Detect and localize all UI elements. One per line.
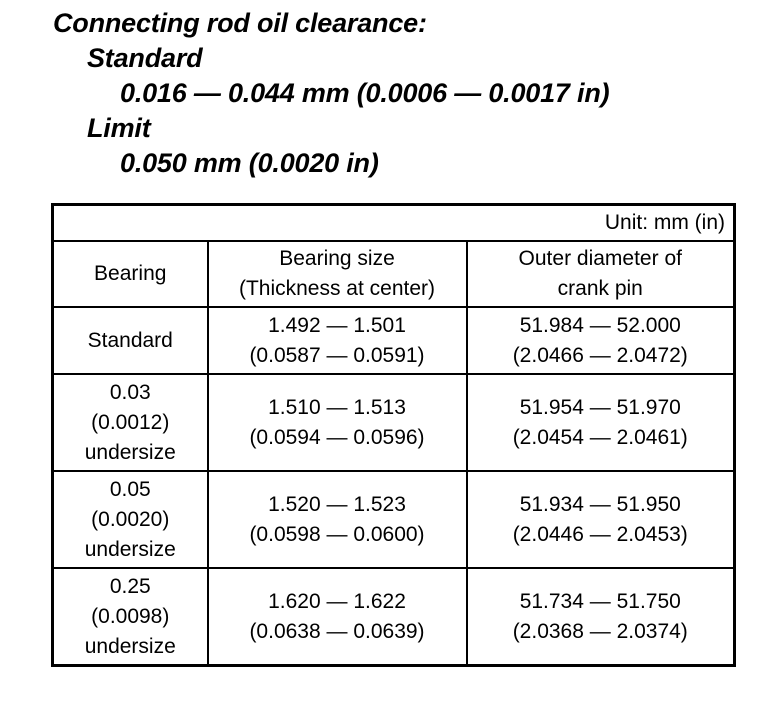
bearing-text: undersize [84,537,176,561]
size-in: (0.0587 — 0.0591) [249,343,425,367]
header-size-line1: Bearing size [279,247,395,270]
header-size-line2: (Thickness at center) [238,277,436,300]
spec-title: Connecting rod oil clearance: [53,8,427,38]
bearing-text: 0.05 [109,477,151,501]
pin-in: (2.0466 — 2.0472) [512,343,688,367]
bearing-text: 0.03 [109,380,151,404]
unit-label: Unit: mm (in) [53,205,735,242]
size-mm: 1.520 — 1.523 [268,492,406,516]
pin-in: (2.0446 — 2.0453) [512,522,688,546]
bearing-cell [53,471,208,568]
pin-in: (2.0368 — 2.0374) [512,619,688,643]
bearing-text: (0.0020) [91,507,170,531]
bearing-text: 0.25 [109,574,151,598]
size-mm: 1.620 — 1.622 [268,589,406,613]
size-cell [208,307,467,374]
table-row [53,568,735,666]
bearing-cell [53,307,208,374]
pin-mm: 51.934 — 51.950 [519,492,681,516]
pin-cell [467,307,735,374]
header-bearing-size [208,241,467,307]
bearing-text: undersize [84,440,176,464]
pin-mm: 51.734 — 51.750 [519,589,681,613]
size-in: (0.0638 — 0.0639) [249,619,425,643]
pin-cell [467,568,735,666]
size-in: (0.0598 — 0.0600) [249,522,425,546]
bearing-size-table [51,203,736,667]
pin-mm: 51.954 — 51.970 [519,395,681,419]
bearing-text: undersize [84,634,176,658]
header-crank-pin [467,241,735,307]
bearing-text: (0.0012) [91,410,170,434]
pin-cell [467,374,735,471]
unit-row [53,205,735,242]
size-cell [208,471,467,568]
header-pin-line2: crank pin [557,277,643,300]
header-bearing-text: Bearing [94,262,167,285]
header-row [53,241,735,307]
size-in: (0.0594 — 0.0596) [249,425,425,449]
bearing-cell [53,568,208,666]
standard-value: 0.016 — 0.044 mm (0.0006 — 0.0017 in) [120,78,610,108]
limit-label: Limit [87,113,151,143]
pin-mm: 51.984 — 52.000 [519,313,681,337]
header-pin-line1: Outer diameter of [518,247,682,270]
limit-value: 0.050 mm (0.0020 in) [120,148,379,178]
bearing-cell [53,374,208,471]
size-cell [208,374,467,471]
bearing-text: Standard [87,328,173,352]
standard-label: Standard [87,43,203,73]
size-mm: 1.510 — 1.513 [268,395,406,419]
table-row [53,374,735,471]
bearing-text: (0.0098) [91,604,170,628]
table-row [53,471,735,568]
table-row [53,307,735,374]
pin-in: (2.0454 — 2.0461) [512,425,688,449]
size-mm: 1.492 — 1.501 [268,313,406,337]
size-cell [208,568,467,666]
pin-cell [467,471,735,568]
header-bearing [53,241,208,307]
